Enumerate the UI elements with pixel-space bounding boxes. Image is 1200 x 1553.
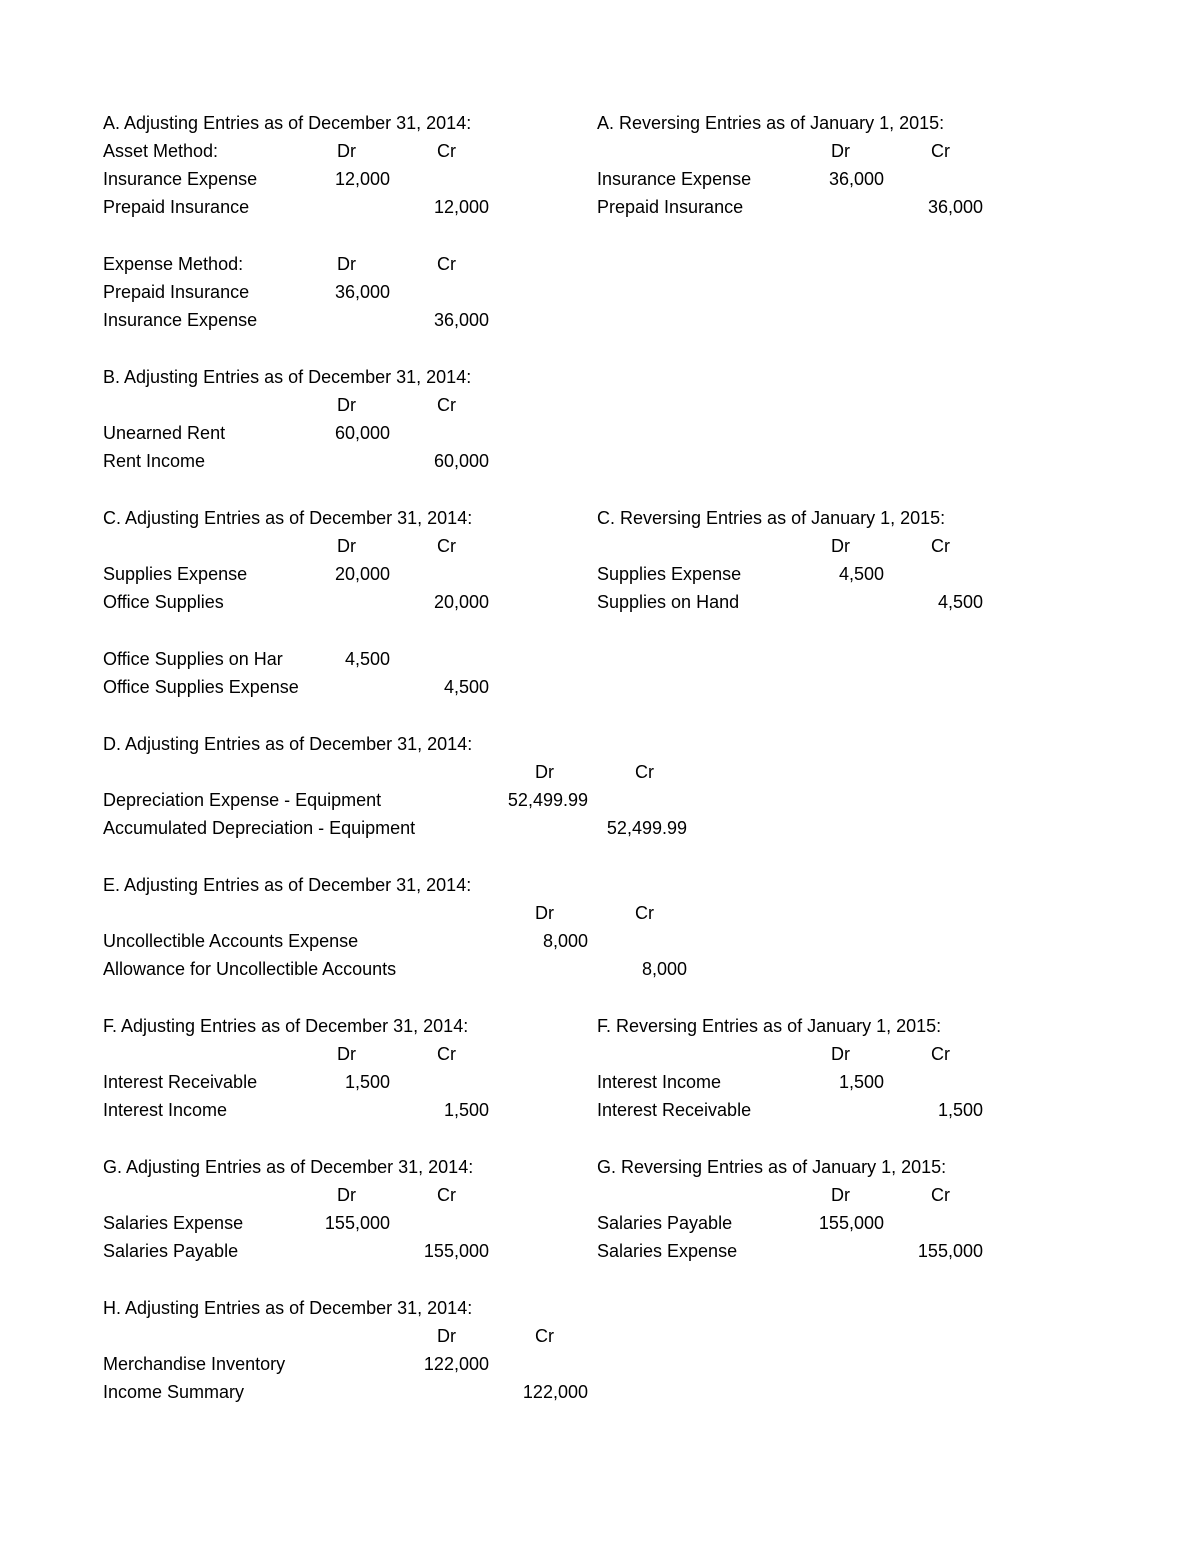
entry-account: Salaries Expense <box>103 1213 244 1233</box>
entry-debit: 4,500 <box>838 564 884 584</box>
entry-credit: 12,000 <box>433 197 489 217</box>
cr-header: Cr <box>931 1044 950 1064</box>
entry-account: Supplies Expense <box>597 564 742 584</box>
entry-account: Prepaid Insurance <box>597 197 744 217</box>
dr-header: Dr <box>831 141 850 161</box>
dr-header: Dr <box>337 1044 356 1064</box>
entry-debit: 20,000 <box>334 564 390 584</box>
dr-header: Dr <box>437 1326 456 1346</box>
section-c-adjusting-heading: C. Adjusting Entries as of December 31, 2014: <box>103 508 473 528</box>
entry-account: Accumulated Depreciation - Equipment <box>103 818 416 838</box>
entry-credit: 155,000 <box>423 1241 489 1261</box>
section-a-adjusting-heading: A. Adjusting Entries as of December 31, 2014: <box>103 113 472 133</box>
entry-debit: 12,000 <box>334 169 390 189</box>
cr-header: Cr <box>437 1044 456 1064</box>
asset-method-label: Asset Method: <box>103 141 219 161</box>
entry-account: Salaries Payable <box>597 1213 733 1233</box>
entry-account: Supplies on Hand <box>597 592 740 612</box>
entry-account: Prepaid Insurance <box>103 197 250 217</box>
entry-credit: 36,000 <box>433 310 489 330</box>
entry-debit: 1,500 <box>344 1072 390 1092</box>
cr-header: Cr <box>931 1185 950 1205</box>
entry-debit: 36,000 <box>334 282 390 302</box>
section-g-adjusting-heading: G. Adjusting Entries as of December 31, 2014: <box>103 1157 474 1177</box>
entry-credit: 20,000 <box>433 592 489 612</box>
entry-debit: 8,000 <box>542 931 588 951</box>
entry-credit: 36,000 <box>927 197 983 217</box>
entry-debit: 60,000 <box>334 423 390 443</box>
cr-header: Cr <box>437 536 456 556</box>
entry-debit: 155,000 <box>324 1213 390 1233</box>
entry-account: Depreciation Expense - Equipment <box>103 790 382 810</box>
cr-header: Cr <box>535 1326 554 1346</box>
cr-header: Cr <box>635 762 654 782</box>
dr-header: Dr <box>337 395 356 415</box>
entry-account: Salaries Expense <box>597 1241 738 1261</box>
expense-method-label: Expense Method: <box>103 254 244 274</box>
dr-header: Dr <box>337 536 356 556</box>
entry-debit: 52,499.99 <box>507 790 588 810</box>
dr-header: Dr <box>337 141 356 161</box>
entry-account: Rent Income <box>103 451 206 471</box>
entry-account: Interest Receivable <box>103 1072 258 1092</box>
entry-account: Interest Receivable <box>597 1100 752 1120</box>
cr-header: Cr <box>931 536 950 556</box>
entry-debit: 155,000 <box>818 1213 884 1233</box>
entry-account: Interest Income <box>103 1100 228 1120</box>
entry-account: Office Supplies <box>103 592 224 612</box>
section-f-reversing-heading: F. Reversing Entries as of January 1, 2015: <box>597 1016 942 1036</box>
cr-header: Cr <box>931 141 950 161</box>
entry-account: Interest Income <box>597 1072 722 1092</box>
entry-debit: 36,000 <box>828 169 884 189</box>
dr-header: Dr <box>535 903 554 923</box>
entry-credit: 155,000 <box>917 1241 983 1261</box>
entry-credit: 52,499.99 <box>606 818 687 838</box>
dr-header: Dr <box>337 1185 356 1205</box>
section-c-reversing-heading: C. Reversing Entries as of January 1, 2015: <box>597 508 946 528</box>
entry-credit: 4,500 <box>937 592 983 612</box>
section-f-adjusting-heading: F. Adjusting Entries as of December 31, 2014: <box>103 1016 469 1036</box>
entry-debit: 4,500 <box>344 649 390 669</box>
cr-header: Cr <box>437 141 456 161</box>
dr-header: Dr <box>831 1185 850 1205</box>
section-h-adjusting-heading: H. Adjusting Entries as of December 31, 2014: <box>103 1298 473 1318</box>
cr-header: Cr <box>437 1185 456 1205</box>
cr-header: Cr <box>635 903 654 923</box>
entry-account: Allowance for Uncollectible Accounts <box>103 959 397 979</box>
entry-account: Office Supplies on Har <box>103 649 283 669</box>
cr-header: Cr <box>437 395 456 415</box>
section-d-adjusting-heading: D. Adjusting Entries as of December 31, 2014: <box>103 734 473 754</box>
entry-credit: 4,500 <box>443 677 489 697</box>
entry-account: Supplies Expense <box>103 564 248 584</box>
dr-header: Dr <box>831 1044 850 1064</box>
dr-header: Dr <box>337 254 356 274</box>
entry-credit: 1,500 <box>937 1100 983 1120</box>
entry-credit: 122,000 <box>522 1382 588 1402</box>
entry-account: Merchandise Inventory <box>103 1354 286 1374</box>
entry-credit: 8,000 <box>641 959 687 979</box>
entry-account: Insurance Expense <box>103 310 258 330</box>
entry-account: Unearned Rent <box>103 423 226 443</box>
section-g-reversing-heading: G. Reversing Entries as of January 1, 2015: <box>597 1157 947 1177</box>
section-b-adjusting-heading: B. Adjusting Entries as of December 31, 2014: <box>103 367 472 387</box>
entry-account: Income Summary <box>103 1382 245 1402</box>
entry-account: Insurance Expense <box>597 169 752 189</box>
entry-account: Prepaid Insurance <box>103 282 250 302</box>
entry-account: Salaries Payable <box>103 1241 239 1261</box>
entry-credit: 1,500 <box>443 1100 489 1120</box>
dr-header: Dr <box>831 536 850 556</box>
entry-debit: 1,500 <box>838 1072 884 1092</box>
entry-account: Uncollectible Accounts Expense <box>103 931 359 951</box>
section-a-reversing-heading: A. Reversing Entries as of January 1, 2015: <box>597 113 945 133</box>
cr-header: Cr <box>437 254 456 274</box>
dr-header: Dr <box>535 762 554 782</box>
entry-debit: 122,000 <box>423 1354 489 1374</box>
entry-account: Insurance Expense <box>103 169 258 189</box>
entry-credit: 60,000 <box>433 451 489 471</box>
section-e-adjusting-heading: E. Adjusting Entries as of December 31, 2014: <box>103 875 472 895</box>
entry-account: Office Supplies Expense <box>103 677 299 697</box>
